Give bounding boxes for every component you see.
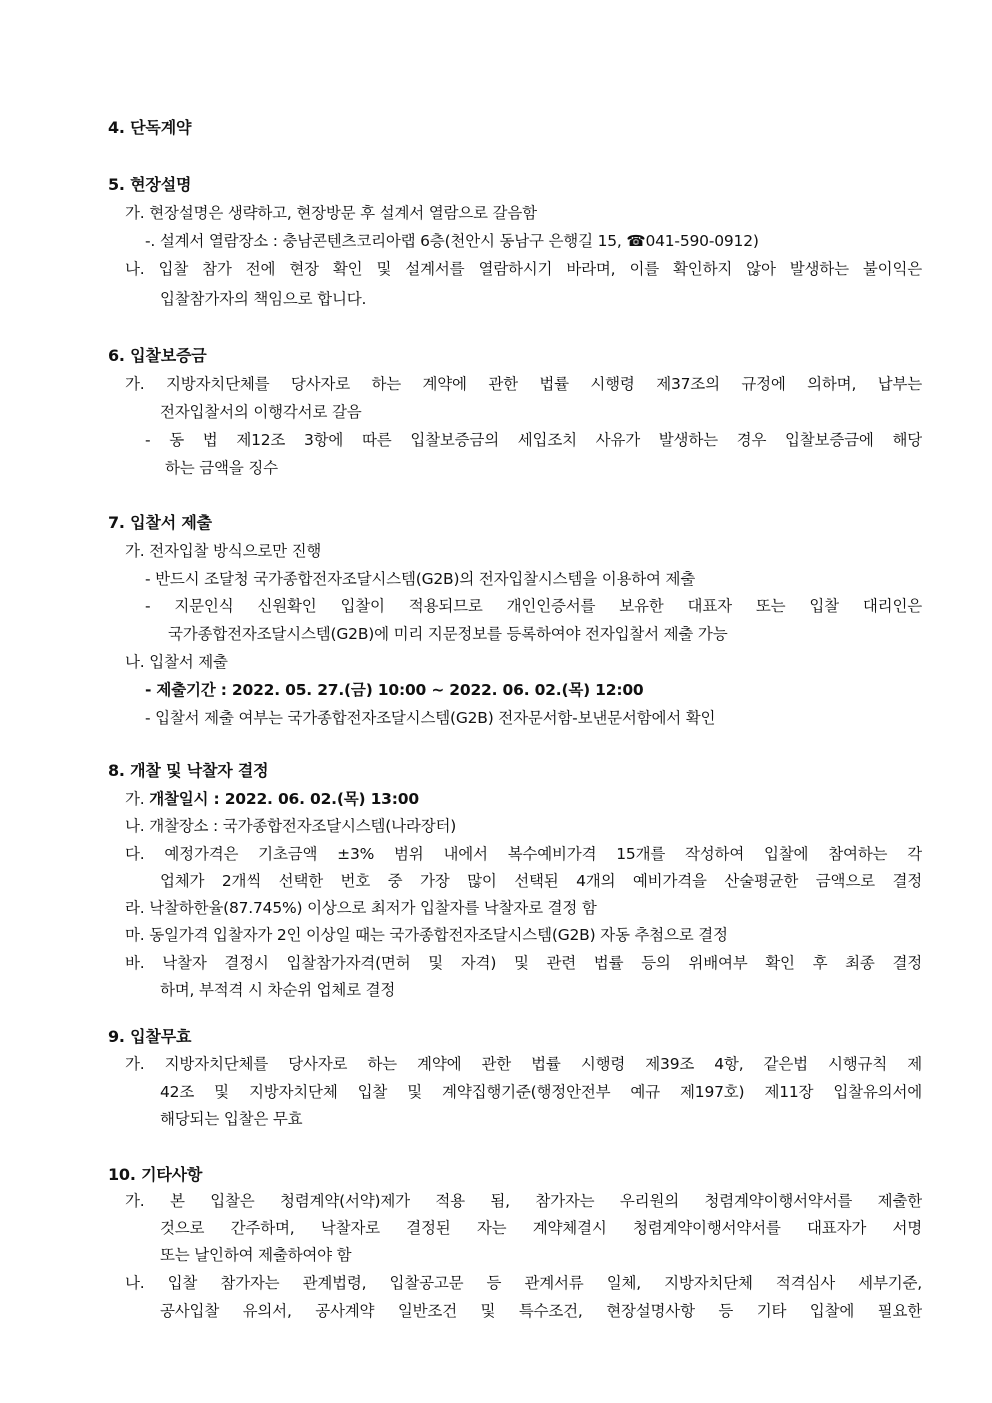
opening-datetime [125,788,419,810]
section-7-line-2: - 반드시 조달청 국가종합전자조달시스템(G2B)의 전자입찰시스템을 이용하여 제출 [145,570,696,588]
section-5-line-3: 나. 입찰 참가 전에 현장 확인 및 설계서를 열람하시기 바라며, 이를 확인하지 않아 발생하는 불이익은 [125,260,922,278]
section-8-line-5: 라. 낙찰하한율(87.745%) 이상으로 최저가 입찰자를 낙찰자로 결정 함 [125,899,597,917]
section-7-line-5: 나. 입찰서 제출 [125,653,228,671]
section-6-line-3: - 동 법 제12조 3항에 따른 입찰보증금의 세입조치 사유가 발생하는 경우 입찰보증금에 해당 [145,431,922,449]
opening-datetime-prefix: 가. [125,790,150,808]
section-9-line-1: 가. 지방자치단체를 당사자로 하는 계약에 관한 법률 시행령 제39조 4항, 같은법 시행규칙 제 [125,1055,922,1073]
section-5-line-4: 입찰참가자의 책임으로 합니다. [160,290,367,308]
section-5-heading: 5. 현장설명 [108,175,192,194]
section-10-line-2: 것으로 간주하며, 낙찰자로 결정된 자는 계약체결시 청렴계약이행서약서를 대표자가 서명 [160,1219,922,1237]
section-6-line-2: 전자입찰서의 이행각서로 갈음 [160,403,362,421]
section-9-line-3: 해당되는 입찰은 무효 [160,1110,303,1128]
section-8-line-2: 나. 개찰장소 : 국가종합전자조달시스템(나라장터) [125,817,457,835]
section-5-line-2: -. 설계서 열람장소 : 충남콘텐츠코리아랩 6층(천안시 동남구 은행길 15, ☎041-590-0912) [145,232,759,250]
section-10-line-4: 나. 입찰 참가자는 관계법령, 입찰공고문 등 관계서류 일체, 지방자치단체 적격심사 세부기준, [125,1274,922,1292]
section-8-line-4: 업체가 2개씩 선택한 번호 중 가장 많이 선택된 4개의 예비가격을 산술평균한 금액으로 결정 [160,872,922,890]
section-8-line-3: 다. 예정가격은 기초금액 ±3% 범위 내에서 복수예비가격 15개를 작성하여 입찰에 참여하는 각 [125,845,922,863]
section-6-line-1: 가. 지방자치단체를 당사자로 하는 계약에 관한 법률 시행령 제37조의 규정에 의하며, 납부는 [125,375,922,393]
section-6-line-4: 하는 금액을 징수 [165,459,278,477]
section-8-line-8: 하며, 부적격 시 차순위 업체로 결정 [160,981,396,999]
section-10-line-5: 공사입찰 유의서, 공사계약 일반조건 및 특수조건, 현장설명사항 등 기타 입찰에 필요한 [160,1302,922,1320]
section-9-heading: 9. 입찰무효 [108,1027,192,1046]
section-10-heading: 10. 기타사항 [108,1165,203,1184]
section-7-line-7: - 입찰서 제출 여부는 국가종합전자조달시스템(G2B) 전자문서함-보낸문서함에서 확인 [145,709,716,727]
submission-period: - 제출기간 : 2022. 05. 27.(금) 10:00 ~ 2022. 06. 02.(목) 12:00 [145,681,644,699]
section-10-line-1: 가. 본 입찰은 청렴계약(서약)제가 적용 됨, 참가자는 우리원의 청렴계약이행서약서를 제출한 [125,1192,922,1210]
section-10-line-3: 또는 날인하여 제출하여야 함 [160,1246,352,1264]
section-8-line-6: 마. 동일가격 입찰자가 2인 이상일 때는 국가종합전자조달시스템(G2B) 자동 추첨으로 결정 [125,926,728,944]
opening-datetime-value: 개찰일시 : 2022. 06. 02.(목) 13:00 [149,790,419,808]
section-7-line-1: 가. 전자입찰 방식으로만 진행 [125,542,322,560]
section-8-line-7: 바. 낙찰자 결정시 입찰참가자격(면허 및 자격) 및 관련 법률 등의 위배여부 확인 후 최종 결정 [125,954,922,972]
section-7-line-4: 국가종합전자조달시스템(G2B)에 미리 지문정보를 등록하여야 전자입찰서 제출 가능 [168,625,728,643]
section-7-line-3: - 지문인식 신원확인 입찰이 적용되므로 개인인증서를 보유한 대표자 또는 입찰 대리인은 [145,597,922,615]
section-5-line-1: 가. 현장설명은 생략하고, 현장방문 후 설계서 열람으로 갈음함 [125,204,537,222]
section-4-heading: 4. 단독계약 [108,118,192,137]
section-7-heading: 7. 입찰서 제출 [108,513,212,532]
section-9-line-2: 42조 및 지방자치단체 입찰 및 계약집행기준(행정안전부 예규 제197호) 제11장 입찰유의서에 [160,1083,922,1101]
section-6-heading: 6. 입찰보증금 [108,346,207,365]
section-8-heading: 8. 개찰 및 낙찰자 결정 [108,761,269,780]
